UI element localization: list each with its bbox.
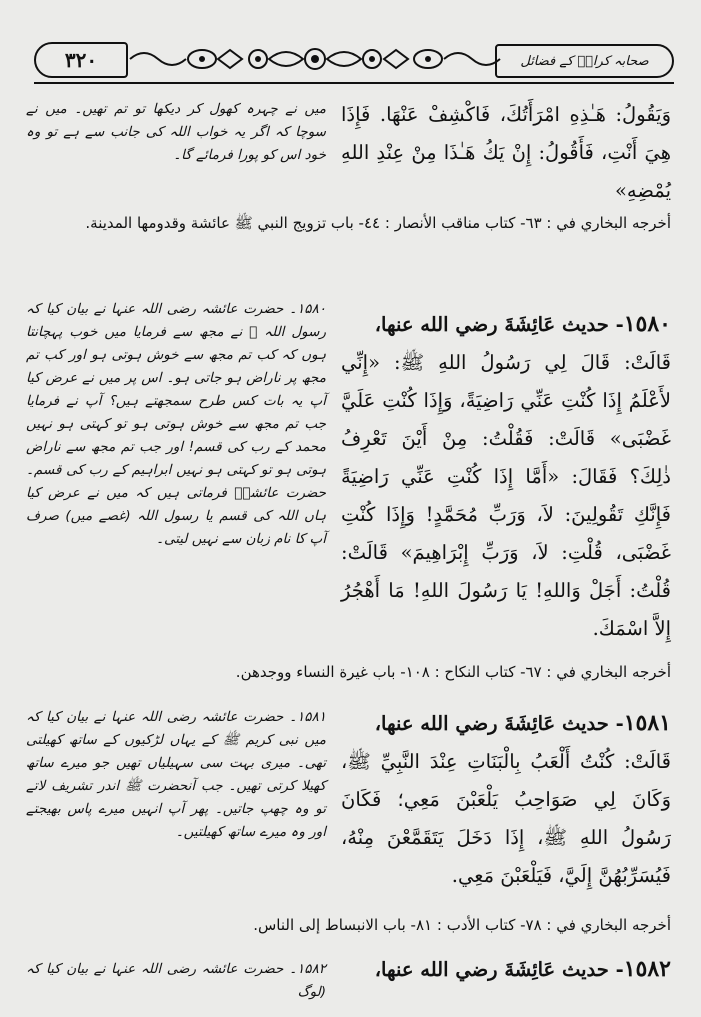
running-head: صحابہ کرامؓ کے فضائل [495,44,674,78]
hadith-1581-urdu [26,706,326,844]
hadith-title: - حديث عَائِشَةَ رضي الله عنها، [374,712,624,735]
hadith-title: - حديث عَائِشَةَ رضي الله عنها، [374,313,624,336]
hadith-number: ١٥٨٢ [623,956,671,982]
urdu-hadith-number: ۱۵۸۰۔ [289,301,326,317]
ornament-border [126,44,504,74]
hadith-1580-urdu [26,298,326,551]
hadith-1581-arabic [341,704,671,895]
urdu-hadith-number: ۱۵۸۱۔ [289,709,326,725]
hadith-number: ١٥٨١ [623,710,671,736]
urdu-text: میں نے چہرہ کھول کر دیکھا تو تم تھیں۔ میں نے سوچا کہ اگر یہ خواب اللہ کی جانب سے ہے تو وہ خود اس کو پورا فرمائے گا۔ [26,101,326,163]
urdu-text: حضرت عائشہ رضی اللہ عنہا نے بیان کیا کہ رسول اللہ ﷺ نے مجھ سے فرمایا میں خوب پہچانتا ہوں کہ کب تم مجھ سے خوش ہوتی ہو اور کب تم مجھ پر ناراض ہو جاتی ہو۔ اس پر میں نے عرض کیا آپ یہ بات کس طرح سمجھتے ہیں؟ آپ نے فرمایا جب تم مجھ سے خوش ہوتی ہو تو کہتی ہو نہیں محمد کے رب کی قسم! اور جب تم مجھ سے ناراض ہوتی ہو تو کہتی ہو نہیں ابراہیم کے رب کی قسم۔ حضرت عائشہؓ فرماتی ہیں کہ میں نے عرض کیا ہاں اللہ کی قسم یا رسول اللہ (غصے میں) صرف آپ کا نام زبان سے نہیں لیتی۔ [26,301,326,547]
hadith-1582-urdu [26,958,326,1004]
hadith-title: - حديث عَائِشَةَ رضي الله عنها، [374,958,624,981]
arabic-text: قَالَتْ: قَالَ لِي رَسُولُ اللهِ ﷺ: «إِنِّي لأَعْلَمُ إِذَا كُنْتِ عَنِّي رَاضِيَةً، وَإِذَا كُنْتِ عَلَيَّ غَضْبَى» قَالَتْ: فَقُلْتُ: مِنْ أَيْنَ تَعْرِفُ ذٰلِكَ؟ فَقَالَ: «أَمَّا إِذَا كُنْتِ عَنِّي رَاضِيَةً فَإِنَّكِ تَقُولِينَ: لاَ، وَرَبِّ مُحَمَّدٍ! وَإِذَا كُنْتِ غَضْبَى، قُلْتِ: لاَ، وَرَبِّ إِبْرَاهِيمَ» قَالَتْ: قُلْتُ: أَجَلْ وَاللهِ! يَا رَسُولَ اللهِ! مَا أَهْجُرُ إِلاَّ اسْمَكَ. [341,351,671,640]
reference-line: أخرجه البخاري في : ٦٧- كتاب النكاح : ١٠٨- باب غيرة النساء ووجدهن. [235,663,671,681]
reference-line: أخرجه البخاري في : ٧٨- كتاب الأدب : ٨١- باب الانبساط إلى الناس. [253,916,671,934]
urdu-text: حضرت عائشہ رضی اللہ عنہا نے بیان کیا کہ میں نبی کریم ﷺ کے یہاں لڑکیوں کے ساتھ کھیلتی تھی۔ میری بہت سی سہیلیاں تھیں جو میرے ساتھ کھیلا کرتی تھیں۔ جب آنحضرت ﷺ اندر تشریف لاتے تو وہ چھپ جاتیں۔ پھر آپ انہیں میرے پاس بھیجتے اور وہ میرے ساتھ کھیلتیں۔ [26,709,326,840]
hadith-1582-arabic [341,950,671,989]
hadith-1580-arabic [341,305,671,648]
page-header [34,38,674,88]
arabic-text: وَيَقُولُ: هَـٰذِهِ امْرَأَتُكَ، فَاكْشِفْ عَنْهَا. فَإِذَا هِيَ أَنْتِ، فَأَقُولُ: إِنْ يَكُ هَـٰذَا مِنْ عِنْدِ اللهِ يُمْضِهِ» [341,103,671,202]
header-rule [34,82,674,84]
hadith-number: ١٥٨٠ [623,311,671,337]
urdu-hadith-number: ۱۵۸۲۔ [289,961,326,977]
arabic-continuation [341,96,671,210]
urdu-continuation [26,98,326,167]
urdu-text: حضرت عائشہ رضی اللہ عنہا نے بیان کیا کہ (لوگ [26,961,326,1000]
arabic-text: قَالَتْ: كُنْتُ أَلْعَبُ بِالْبَنَاتِ عِنْدَ النَّبِيِّ ﷺ، وَكَانَ لِي صَوَاحِبُ يَلْعَبْنَ مَعِي؛ فَكَانَ رَسُولُ اللهِ ﷺ، إِذَا دَخَلَ يَتَقَمَّعْنَ مِنْهُ، فَيُسَرِّبُهُنَّ إِلَيَّ، فَيَلْعَبْنَ مَعِي. [341,750,671,887]
page-number: ۳۲۰ [34,42,128,78]
reference-line: أخرجه البخاري في : ٦٣- كتاب مناقب الأنصار : ٤٤- باب تزويج النبي ﷺ عائشة وقدومها المدينة. [85,214,671,232]
